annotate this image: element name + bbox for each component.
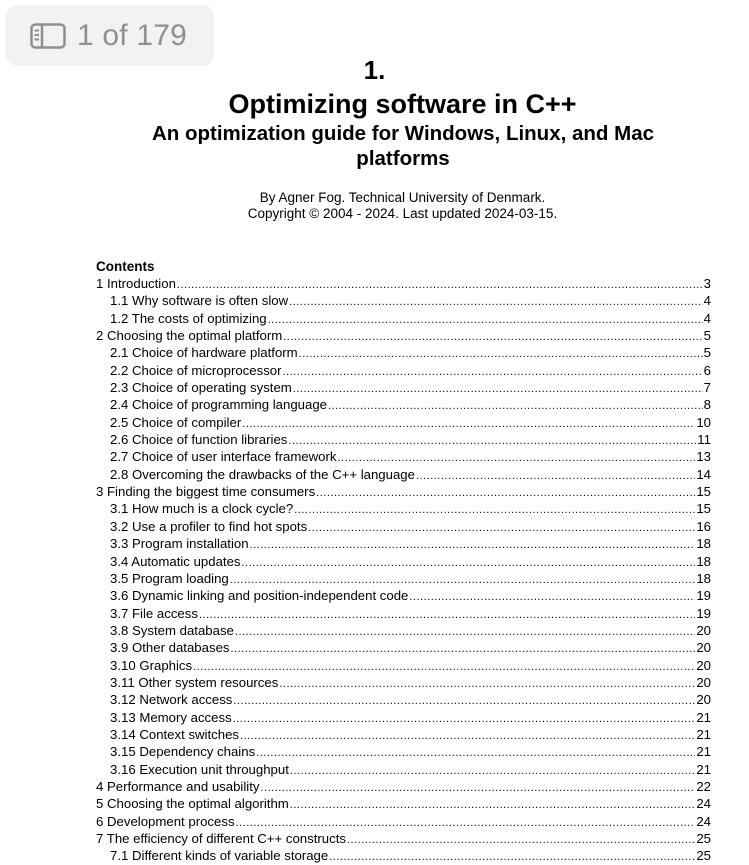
toc-dot-leader <box>347 830 695 847</box>
toc-entry-page: 20 <box>696 692 711 708</box>
toc-dot-leader <box>231 639 696 656</box>
toc-entry[interactable] <box>96 414 711 431</box>
toc-entry-label: 1.2 The costs of optimizing <box>110 310 267 326</box>
toc-dot-leader <box>279 674 695 691</box>
toc-entry-label: 7 The efficiency of different C++ constructs <box>96 831 346 846</box>
toc-entry-label: 3.11 Other system resources <box>110 674 279 690</box>
toc-entry[interactable] <box>96 605 711 622</box>
toc-entry-label: 3.16 Execution unit throughput <box>110 761 289 777</box>
toc-entry-page: 8 <box>703 397 711 413</box>
toc-entry[interactable] <box>96 431 711 448</box>
toc-entry[interactable] <box>96 535 711 552</box>
toc-entry-page: 24 <box>696 813 711 829</box>
sidebar-icon[interactable] <box>30 23 66 49</box>
chapter-number: 1. <box>363 55 386 85</box>
toc-entry[interactable] <box>96 327 711 344</box>
toc-entry-label: 2 Choosing the optimal platform <box>96 328 283 344</box>
toc-entry-label: 3.8 System database <box>110 622 234 638</box>
toc-entry-page: 20 <box>696 640 711 656</box>
toc-entry-page: 3 <box>703 276 711 291</box>
toc-dot-leader <box>293 379 703 396</box>
toc-entry-page: 6 <box>703 362 711 378</box>
toc-dot-leader <box>329 847 695 864</box>
toc-entry-page: 16 <box>696 518 711 534</box>
toc-entry-page: 21 <box>696 761 711 777</box>
toc-entry[interactable] <box>96 691 711 708</box>
toc-entry[interactable] <box>96 587 711 604</box>
toc-entry-page: 20 <box>696 674 711 690</box>
toc-dot-leader <box>260 778 695 795</box>
toc-dot-leader <box>289 292 703 309</box>
toc-entry[interactable] <box>96 500 711 517</box>
toc-entry-label: 2.8 Overcoming the drawbacks of the C++ language <box>110 466 415 482</box>
toc-entry-label: 2.3 Choice of operating system <box>110 380 292 396</box>
toc-entry-page: 7 <box>703 380 711 396</box>
toc-entry-label: 4 Performance and usability <box>96 778 260 794</box>
toc-dot-leader <box>256 743 695 760</box>
toc-entry[interactable] <box>96 622 711 639</box>
toc-entry-label: 3.6 Dynamic linking and position-independent code <box>110 588 409 604</box>
toc-entry-label: 3.10 Graphics <box>110 657 193 673</box>
toc-entry[interactable] <box>96 813 711 830</box>
toc-entry[interactable] <box>96 795 711 812</box>
toc-entry-label: 6 Development process <box>96 813 235 829</box>
toc-entry[interactable] <box>96 830 711 847</box>
toc-entry-page: 13 <box>696 449 711 465</box>
toc-entry-page: 21 <box>696 744 711 760</box>
toc-entry-page: 15 <box>696 484 711 500</box>
toc-entry-page: 19 <box>696 605 711 621</box>
toc-entry-page: 20 <box>696 622 711 638</box>
toc-entry-label: 3.1 How much is a clock cycle? <box>110 501 294 517</box>
toc-entry-label: 1 Introduction <box>96 276 176 291</box>
toc-dot-leader <box>242 553 696 570</box>
toc-entry-label: 3.3 Program installation <box>110 536 249 552</box>
toc-dot-leader <box>199 605 695 622</box>
toc-dot-leader <box>193 657 695 674</box>
toc-dot-leader <box>409 587 695 604</box>
toc-entry-label: 1.1 Why software is often slow <box>110 293 289 309</box>
toc-entry-label: 3.9 Other databases <box>110 640 230 656</box>
toc-entry-page: 25 <box>696 848 711 864</box>
toc-entry[interactable] <box>96 639 711 656</box>
toc-entry-label: 3.13 Memory access <box>110 709 232 725</box>
toc-dot-leader <box>290 795 696 812</box>
toc-entry-label: 3.7 File access <box>110 605 198 621</box>
toc-entry[interactable] <box>96 761 711 778</box>
toc-entry-page: 19 <box>696 588 711 604</box>
toc-entry-label: 2.7 Choice of user interface framework <box>110 449 337 465</box>
toc-dot-leader <box>233 709 696 726</box>
byline <box>0 190 749 222</box>
toc-entry-page: 21 <box>696 726 711 742</box>
toc-dot-leader <box>283 327 702 344</box>
toc-dot-leader <box>235 622 695 639</box>
toc-dot-leader <box>294 500 695 517</box>
toc-dot-leader <box>250 535 696 552</box>
toc-entry-page: 4 <box>703 293 711 309</box>
toc-entry-page: 25 <box>696 831 711 846</box>
toc-entry-page: 14 <box>696 466 711 482</box>
toc-dot-leader <box>299 344 703 361</box>
toc-entry[interactable] <box>96 570 711 587</box>
toc-dot-leader <box>230 570 696 587</box>
toc-entry[interactable] <box>96 344 711 361</box>
toc-entry-label: 2.6 Choice of function libraries <box>110 432 288 448</box>
toc-entry[interactable] <box>96 553 711 570</box>
toc-entry[interactable] <box>96 743 711 760</box>
contents-heading: Contents <box>96 259 155 274</box>
author-line: By Agner Fog. Technical University of Denmark. <box>259 190 546 205</box>
toc-entry[interactable] <box>96 518 711 535</box>
toc-entry-label: 2.1 Choice of hardware platform <box>110 345 298 361</box>
toc-dot-leader <box>338 448 696 465</box>
toc-entry[interactable] <box>96 778 711 795</box>
toc-entry[interactable] <box>96 709 711 726</box>
toc-entry[interactable] <box>96 466 711 483</box>
toc-entry-label: 3.14 Context switches <box>110 726 240 742</box>
toc-entry[interactable] <box>96 292 711 309</box>
toc-entry[interactable] <box>96 448 711 465</box>
table-of-contents <box>96 275 711 865</box>
toc-entry-page: 22 <box>696 778 711 794</box>
toc-entry[interactable] <box>96 396 711 413</box>
toc-dot-leader <box>288 431 696 448</box>
copyright-line: Copyright © 2004 - 2024. Last updated 2024-03-15. <box>247 206 558 221</box>
toc-entry-label: 5 Choosing the optimal algorithm <box>96 796 289 812</box>
toc-dot-leader <box>242 414 695 431</box>
toc-dot-leader <box>283 362 703 379</box>
toc-entry-label: 2.5 Choice of compiler <box>110 414 242 430</box>
page-count: 1 of 179 <box>77 18 188 52</box>
toc-entry[interactable] <box>96 379 711 396</box>
document-title: Optimizing software in C++ <box>228 89 577 119</box>
toc-entry-page: 4 <box>703 310 711 326</box>
toc-entry-label: 3.2 Use a profiler to find hot spots <box>110 518 308 534</box>
toc-entry-page: 5 <box>703 345 711 361</box>
toc-entry-page: 11 <box>697 432 711 448</box>
toc-dot-leader <box>416 466 695 483</box>
toc-entry-page: 5 <box>703 328 711 344</box>
toc-entry-label: 3.5 Program loading <box>110 570 229 586</box>
toc-entry-page: 21 <box>696 709 711 725</box>
toc-entry[interactable] <box>96 657 711 674</box>
toc-dot-leader <box>240 726 695 743</box>
toc-entry-page: 18 <box>696 553 711 569</box>
toc-entry[interactable] <box>96 310 711 327</box>
toc-dot-leader <box>308 518 695 535</box>
toc-dot-leader <box>268 310 703 327</box>
toc-entry[interactable] <box>96 275 711 292</box>
toc-dot-leader <box>177 275 703 292</box>
toc-entry-label: 2.4 Choice of programming language <box>110 397 327 413</box>
document-subtitle: An optimization guide for Windows, Linux, and Mac platforms <box>151 122 655 170</box>
toc-dot-leader <box>316 483 695 500</box>
toc-entry-label: 2.2 Choice of microprocessor <box>110 362 282 378</box>
toc-entry[interactable] <box>96 674 711 691</box>
toc-dot-leader <box>290 761 695 778</box>
toc-entry-page: 24 <box>696 796 711 812</box>
toc-entry-page: 18 <box>696 536 711 552</box>
toc-dot-leader <box>236 813 696 830</box>
toc-entry[interactable] <box>96 483 711 500</box>
toc-entry-page: 15 <box>696 501 711 517</box>
toc-entry-page: 10 <box>696 414 711 430</box>
toc-entry-label: 7.1 Different kinds of variable storage <box>110 848 329 864</box>
toc-entry[interactable] <box>96 726 711 743</box>
toc-entry-label: 3.15 Dependency chains <box>110 744 256 760</box>
toc-dot-leader <box>328 396 703 413</box>
toc-entry[interactable] <box>96 362 711 379</box>
toc-entry-label: 3.4 Automatic updates <box>110 553 241 569</box>
toc-entry[interactable] <box>96 847 711 864</box>
toc-entry-page: 18 <box>696 570 711 586</box>
toc-entry-page: 20 <box>696 657 711 673</box>
toc-entry-label: 3.12 Network access <box>110 692 233 708</box>
toc-entry-label: 3 Finding the biggest time consumers <box>96 484 316 500</box>
toc-dot-leader <box>233 691 695 708</box>
